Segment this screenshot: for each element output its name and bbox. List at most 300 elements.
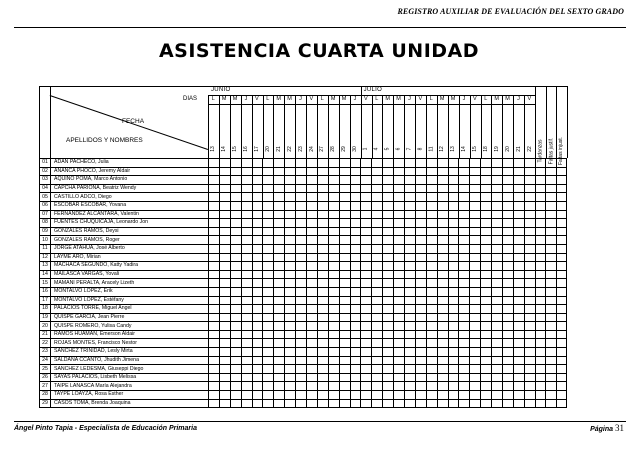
attendance-cell[interactable] — [317, 382, 328, 391]
attendance-cell[interactable] — [448, 262, 459, 271]
attendance-cell[interactable] — [513, 159, 524, 168]
attendance-cell[interactable] — [448, 399, 459, 408]
attendance-cell[interactable] — [285, 201, 296, 210]
attendance-cell[interactable] — [361, 279, 372, 288]
attendance-cell[interactable] — [503, 219, 514, 228]
attendance-cell[interactable] — [405, 330, 416, 339]
attendance-cell[interactable] — [209, 348, 220, 357]
attendance-cell[interactable] — [503, 227, 514, 236]
attendance-cell[interactable] — [470, 365, 481, 374]
attendance-cell[interactable] — [481, 365, 492, 374]
attendance-cell[interactable] — [372, 193, 383, 202]
attendance-cell[interactable] — [459, 253, 470, 262]
attendance-cell[interactable] — [317, 391, 328, 400]
attendance-cell[interactable] — [339, 176, 350, 185]
attendance-cell[interactable] — [415, 176, 426, 185]
attendance-cell[interactable] — [230, 391, 241, 400]
attendance-cell[interactable] — [470, 296, 481, 305]
attendance-cell[interactable] — [405, 253, 416, 262]
attendance-cell[interactable] — [296, 391, 307, 400]
attendance-cell[interactable] — [263, 348, 274, 357]
attendance-cell[interactable] — [209, 322, 220, 331]
attendance-cell[interactable] — [252, 399, 263, 408]
attendance-cell[interactable] — [328, 399, 339, 408]
attendance-cell[interactable] — [481, 373, 492, 382]
attendance-cell[interactable] — [296, 348, 307, 357]
attendance-cell[interactable] — [503, 184, 514, 193]
attendance-cell[interactable] — [350, 356, 361, 365]
attendance-cell[interactable] — [307, 227, 318, 236]
attendance-cell[interactable] — [339, 339, 350, 348]
attendance-cell[interactable] — [513, 236, 524, 245]
total-cell[interactable] — [546, 305, 557, 314]
attendance-cell[interactable] — [209, 184, 220, 193]
attendance-cell[interactable] — [296, 305, 307, 314]
total-cell[interactable] — [556, 391, 567, 400]
attendance-cell[interactable] — [415, 399, 426, 408]
attendance-cell[interactable] — [426, 339, 437, 348]
attendance-cell[interactable] — [459, 279, 470, 288]
attendance-cell[interactable] — [513, 262, 524, 271]
attendance-cell[interactable] — [209, 356, 220, 365]
attendance-cell[interactable] — [415, 236, 426, 245]
attendance-cell[interactable] — [328, 382, 339, 391]
total-cell[interactable] — [546, 176, 557, 185]
attendance-cell[interactable] — [317, 373, 328, 382]
attendance-cell[interactable] — [209, 244, 220, 253]
total-cell[interactable] — [546, 348, 557, 357]
total-cell[interactable] — [535, 305, 546, 314]
total-cell[interactable] — [556, 348, 567, 357]
attendance-cell[interactable] — [263, 253, 274, 262]
attendance-cell[interactable] — [361, 287, 372, 296]
attendance-cell[interactable] — [415, 201, 426, 210]
attendance-cell[interactable] — [285, 296, 296, 305]
attendance-cell[interactable] — [317, 270, 328, 279]
attendance-cell[interactable] — [285, 176, 296, 185]
attendance-cell[interactable] — [241, 167, 252, 176]
attendance-cell[interactable] — [470, 201, 481, 210]
attendance-cell[interactable] — [328, 184, 339, 193]
attendance-cell[interactable] — [209, 339, 220, 348]
total-cell[interactable] — [535, 399, 546, 408]
attendance-cell[interactable] — [317, 279, 328, 288]
attendance-cell[interactable] — [470, 305, 481, 314]
attendance-cell[interactable] — [241, 193, 252, 202]
attendance-cell[interactable] — [328, 279, 339, 288]
attendance-cell[interactable] — [383, 391, 394, 400]
attendance-cell[interactable] — [394, 210, 405, 219]
attendance-cell[interactable] — [263, 399, 274, 408]
attendance-cell[interactable] — [285, 365, 296, 374]
attendance-cell[interactable] — [307, 313, 318, 322]
attendance-cell[interactable] — [513, 382, 524, 391]
attendance-cell[interactable] — [296, 253, 307, 262]
attendance-cell[interactable] — [503, 201, 514, 210]
attendance-cell[interactable] — [405, 167, 416, 176]
attendance-cell[interactable] — [252, 373, 263, 382]
attendance-cell[interactable] — [317, 227, 328, 236]
attendance-cell[interactable] — [383, 244, 394, 253]
attendance-cell[interactable] — [350, 339, 361, 348]
attendance-cell[interactable] — [252, 201, 263, 210]
attendance-cell[interactable] — [230, 176, 241, 185]
attendance-cell[interactable] — [339, 159, 350, 168]
attendance-cell[interactable] — [307, 253, 318, 262]
attendance-cell[interactable] — [513, 244, 524, 253]
attendance-cell[interactable] — [230, 373, 241, 382]
attendance-cell[interactable] — [350, 305, 361, 314]
attendance-cell[interactable] — [426, 391, 437, 400]
attendance-cell[interactable] — [459, 322, 470, 331]
attendance-cell[interactable] — [241, 399, 252, 408]
attendance-cell[interactable] — [437, 365, 448, 374]
attendance-cell[interactable] — [383, 305, 394, 314]
attendance-cell[interactable] — [350, 167, 361, 176]
attendance-cell[interactable] — [241, 270, 252, 279]
attendance-cell[interactable] — [394, 176, 405, 185]
attendance-cell[interactable] — [219, 167, 230, 176]
attendance-cell[interactable] — [339, 219, 350, 228]
total-cell[interactable] — [535, 373, 546, 382]
attendance-cell[interactable] — [350, 296, 361, 305]
attendance-cell[interactable] — [383, 365, 394, 374]
attendance-cell[interactable] — [415, 210, 426, 219]
attendance-cell[interactable] — [219, 399, 230, 408]
attendance-cell[interactable] — [307, 270, 318, 279]
attendance-cell[interactable] — [437, 236, 448, 245]
attendance-cell[interactable] — [492, 287, 503, 296]
attendance-cell[interactable] — [492, 382, 503, 391]
attendance-cell[interactable] — [383, 373, 394, 382]
attendance-cell[interactable] — [307, 330, 318, 339]
attendance-cell[interactable] — [394, 279, 405, 288]
attendance-cell[interactable] — [459, 219, 470, 228]
attendance-cell[interactable] — [274, 159, 285, 168]
attendance-cell[interactable] — [307, 167, 318, 176]
attendance-cell[interactable] — [437, 287, 448, 296]
total-cell[interactable] — [556, 159, 567, 168]
attendance-cell[interactable] — [252, 210, 263, 219]
attendance-cell[interactable] — [339, 373, 350, 382]
attendance-cell[interactable] — [524, 356, 535, 365]
attendance-cell[interactable] — [383, 279, 394, 288]
attendance-cell[interactable] — [361, 210, 372, 219]
total-cell[interactable] — [535, 391, 546, 400]
attendance-cell[interactable] — [405, 313, 416, 322]
attendance-cell[interactable] — [328, 262, 339, 271]
attendance-cell[interactable] — [470, 373, 481, 382]
total-cell[interactable] — [556, 382, 567, 391]
attendance-cell[interactable] — [405, 219, 416, 228]
attendance-cell[interactable] — [285, 210, 296, 219]
total-cell[interactable] — [546, 193, 557, 202]
attendance-cell[interactable] — [339, 296, 350, 305]
attendance-cell[interactable] — [274, 184, 285, 193]
attendance-cell[interactable] — [415, 365, 426, 374]
total-cell[interactable] — [556, 253, 567, 262]
attendance-cell[interactable] — [339, 322, 350, 331]
attendance-cell[interactable] — [459, 296, 470, 305]
attendance-cell[interactable] — [350, 176, 361, 185]
attendance-cell[interactable] — [459, 348, 470, 357]
attendance-cell[interactable] — [219, 330, 230, 339]
attendance-cell[interactable] — [285, 313, 296, 322]
attendance-cell[interactable] — [503, 330, 514, 339]
attendance-cell[interactable] — [219, 382, 230, 391]
attendance-cell[interactable] — [415, 322, 426, 331]
attendance-cell[interactable] — [252, 287, 263, 296]
attendance-cell[interactable] — [328, 159, 339, 168]
attendance-cell[interactable] — [307, 391, 318, 400]
attendance-cell[interactable] — [252, 176, 263, 185]
attendance-cell[interactable] — [339, 365, 350, 374]
attendance-cell[interactable] — [219, 279, 230, 288]
attendance-cell[interactable] — [394, 184, 405, 193]
attendance-cell[interactable] — [230, 348, 241, 357]
attendance-cell[interactable] — [394, 219, 405, 228]
attendance-cell[interactable] — [274, 236, 285, 245]
attendance-cell[interactable] — [328, 227, 339, 236]
attendance-cell[interactable] — [252, 382, 263, 391]
total-cell[interactable] — [556, 210, 567, 219]
attendance-cell[interactable] — [219, 244, 230, 253]
attendance-cell[interactable] — [328, 287, 339, 296]
attendance-cell[interactable] — [361, 193, 372, 202]
attendance-cell[interactable] — [405, 322, 416, 331]
attendance-cell[interactable] — [350, 382, 361, 391]
total-cell[interactable] — [546, 262, 557, 271]
attendance-cell[interactable] — [230, 210, 241, 219]
total-cell[interactable] — [535, 279, 546, 288]
attendance-cell[interactable] — [219, 322, 230, 331]
attendance-cell[interactable] — [252, 279, 263, 288]
attendance-cell[interactable] — [513, 296, 524, 305]
attendance-cell[interactable] — [470, 270, 481, 279]
attendance-cell[interactable] — [372, 322, 383, 331]
attendance-cell[interactable] — [513, 356, 524, 365]
attendance-cell[interactable] — [426, 210, 437, 219]
total-cell[interactable] — [535, 167, 546, 176]
attendance-cell[interactable] — [437, 270, 448, 279]
attendance-cell[interactable] — [339, 184, 350, 193]
total-cell[interactable] — [535, 262, 546, 271]
attendance-cell[interactable] — [415, 262, 426, 271]
attendance-cell[interactable] — [285, 356, 296, 365]
attendance-cell[interactable] — [285, 236, 296, 245]
attendance-cell[interactable] — [263, 305, 274, 314]
attendance-cell[interactable] — [492, 330, 503, 339]
total-cell[interactable] — [535, 253, 546, 262]
attendance-cell[interactable] — [328, 210, 339, 219]
attendance-cell[interactable] — [274, 219, 285, 228]
attendance-cell[interactable] — [394, 399, 405, 408]
total-cell[interactable] — [546, 313, 557, 322]
attendance-cell[interactable] — [296, 339, 307, 348]
attendance-cell[interactable] — [405, 193, 416, 202]
attendance-cell[interactable] — [274, 348, 285, 357]
attendance-cell[interactable] — [263, 244, 274, 253]
attendance-cell[interactable] — [263, 193, 274, 202]
attendance-cell[interactable] — [459, 287, 470, 296]
total-cell[interactable] — [556, 244, 567, 253]
attendance-cell[interactable] — [372, 253, 383, 262]
attendance-cell[interactable] — [241, 279, 252, 288]
attendance-cell[interactable] — [209, 270, 220, 279]
attendance-cell[interactable] — [274, 262, 285, 271]
attendance-cell[interactable] — [328, 305, 339, 314]
total-cell[interactable] — [556, 322, 567, 331]
attendance-cell[interactable] — [252, 167, 263, 176]
attendance-cell[interactable] — [448, 193, 459, 202]
attendance-cell[interactable] — [361, 244, 372, 253]
attendance-cell[interactable] — [524, 287, 535, 296]
attendance-cell[interactable] — [481, 356, 492, 365]
attendance-cell[interactable] — [372, 219, 383, 228]
attendance-cell[interactable] — [459, 399, 470, 408]
attendance-cell[interactable] — [492, 322, 503, 331]
attendance-cell[interactable] — [524, 236, 535, 245]
attendance-cell[interactable] — [230, 227, 241, 236]
attendance-cell[interactable] — [405, 236, 416, 245]
attendance-cell[interactable] — [317, 219, 328, 228]
attendance-cell[interactable] — [361, 296, 372, 305]
attendance-cell[interactable] — [274, 330, 285, 339]
total-cell[interactable] — [535, 313, 546, 322]
attendance-cell[interactable] — [394, 227, 405, 236]
attendance-cell[interactable] — [252, 219, 263, 228]
attendance-cell[interactable] — [285, 305, 296, 314]
attendance-cell[interactable] — [263, 210, 274, 219]
attendance-cell[interactable] — [339, 348, 350, 357]
attendance-cell[interactable] — [350, 313, 361, 322]
attendance-cell[interactable] — [426, 296, 437, 305]
total-cell[interactable] — [546, 159, 557, 168]
attendance-cell[interactable] — [372, 313, 383, 322]
attendance-cell[interactable] — [383, 322, 394, 331]
attendance-cell[interactable] — [524, 167, 535, 176]
attendance-cell[interactable] — [274, 193, 285, 202]
attendance-cell[interactable] — [405, 296, 416, 305]
attendance-cell[interactable] — [230, 279, 241, 288]
attendance-cell[interactable] — [328, 313, 339, 322]
attendance-cell[interactable] — [448, 227, 459, 236]
attendance-cell[interactable] — [383, 313, 394, 322]
attendance-cell[interactable] — [328, 365, 339, 374]
attendance-cell[interactable] — [383, 296, 394, 305]
total-cell[interactable] — [535, 159, 546, 168]
attendance-cell[interactable] — [241, 244, 252, 253]
attendance-cell[interactable] — [492, 193, 503, 202]
attendance-cell[interactable] — [513, 287, 524, 296]
attendance-cell[interactable] — [263, 219, 274, 228]
attendance-cell[interactable] — [285, 382, 296, 391]
attendance-cell[interactable] — [296, 262, 307, 271]
attendance-cell[interactable] — [317, 184, 328, 193]
attendance-cell[interactable] — [209, 365, 220, 374]
attendance-cell[interactable] — [426, 167, 437, 176]
attendance-cell[interactable] — [296, 227, 307, 236]
attendance-cell[interactable] — [209, 176, 220, 185]
attendance-cell[interactable] — [513, 210, 524, 219]
attendance-cell[interactable] — [252, 391, 263, 400]
attendance-cell[interactable] — [252, 322, 263, 331]
attendance-cell[interactable] — [296, 399, 307, 408]
total-cell[interactable] — [546, 219, 557, 228]
total-cell[interactable] — [546, 356, 557, 365]
attendance-cell[interactable] — [241, 339, 252, 348]
attendance-cell[interactable] — [415, 219, 426, 228]
attendance-cell[interactable] — [296, 322, 307, 331]
attendance-cell[interactable] — [274, 391, 285, 400]
attendance-cell[interactable] — [209, 382, 220, 391]
attendance-cell[interactable] — [448, 184, 459, 193]
attendance-cell[interactable] — [415, 279, 426, 288]
attendance-cell[interactable] — [219, 227, 230, 236]
attendance-cell[interactable] — [481, 201, 492, 210]
attendance-cell[interactable] — [415, 296, 426, 305]
attendance-cell[interactable] — [470, 382, 481, 391]
attendance-cell[interactable] — [394, 305, 405, 314]
attendance-cell[interactable] — [426, 279, 437, 288]
total-cell[interactable] — [546, 236, 557, 245]
attendance-cell[interactable] — [252, 365, 263, 374]
total-cell[interactable] — [535, 244, 546, 253]
attendance-cell[interactable] — [513, 219, 524, 228]
attendance-cell[interactable] — [524, 296, 535, 305]
attendance-cell[interactable] — [296, 330, 307, 339]
attendance-cell[interactable] — [437, 167, 448, 176]
attendance-cell[interactable] — [481, 210, 492, 219]
attendance-cell[interactable] — [394, 262, 405, 271]
attendance-cell[interactable] — [219, 236, 230, 245]
attendance-cell[interactable] — [437, 279, 448, 288]
attendance-cell[interactable] — [328, 348, 339, 357]
attendance-cell[interactable] — [492, 391, 503, 400]
attendance-cell[interactable] — [350, 244, 361, 253]
attendance-cell[interactable] — [426, 176, 437, 185]
attendance-cell[interactable] — [263, 391, 274, 400]
attendance-cell[interactable] — [405, 365, 416, 374]
attendance-cell[interactable] — [481, 305, 492, 314]
attendance-cell[interactable] — [328, 201, 339, 210]
attendance-cell[interactable] — [448, 373, 459, 382]
attendance-cell[interactable] — [339, 262, 350, 271]
attendance-cell[interactable] — [252, 339, 263, 348]
attendance-cell[interactable] — [372, 201, 383, 210]
attendance-cell[interactable] — [415, 227, 426, 236]
attendance-cell[interactable] — [219, 287, 230, 296]
attendance-cell[interactable] — [230, 305, 241, 314]
attendance-cell[interactable] — [437, 184, 448, 193]
total-cell[interactable] — [546, 184, 557, 193]
attendance-cell[interactable] — [524, 330, 535, 339]
attendance-cell[interactable] — [230, 287, 241, 296]
attendance-cell[interactable] — [307, 305, 318, 314]
attendance-cell[interactable] — [503, 313, 514, 322]
attendance-cell[interactable] — [524, 253, 535, 262]
attendance-cell[interactable] — [426, 365, 437, 374]
attendance-cell[interactable] — [448, 330, 459, 339]
attendance-cell[interactable] — [219, 184, 230, 193]
attendance-cell[interactable] — [524, 201, 535, 210]
attendance-cell[interactable] — [296, 236, 307, 245]
attendance-cell[interactable] — [317, 399, 328, 408]
attendance-cell[interactable] — [317, 296, 328, 305]
attendance-cell[interactable] — [394, 159, 405, 168]
attendance-cell[interactable] — [394, 313, 405, 322]
attendance-cell[interactable] — [252, 313, 263, 322]
